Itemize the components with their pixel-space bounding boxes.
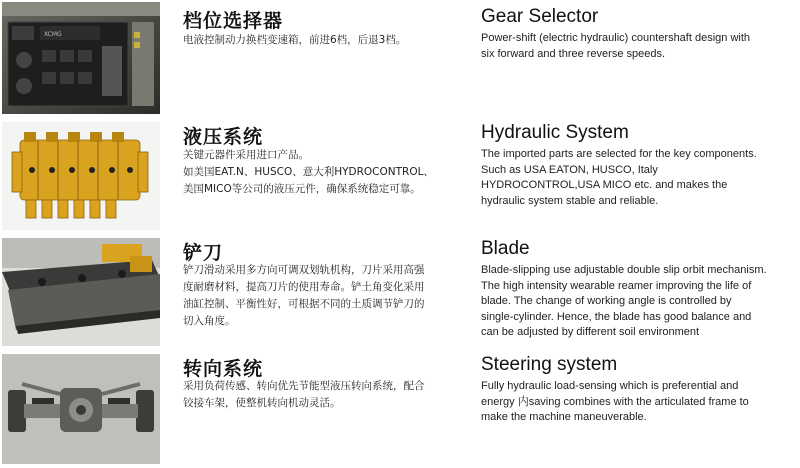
zh-title: 液压系统 <box>183 126 264 148</box>
zh-title: 铲刀 <box>183 242 224 264</box>
en-title: Hydraulic System <box>481 122 629 143</box>
steering-axle-image <box>2 354 160 464</box>
en-body: Blade-slipping use adjustable double slip orbit mechanism. The high intensity wearable reamer improving the life of blade. The change of working angle is controlled by single-cylinder. Hence, the blade has good balance and can be adjusted by different soil environment <box>481 264 767 339</box>
steering-axle-photo <box>2 354 160 464</box>
zh-title: 转向系统 <box>183 358 264 380</box>
section-blade <box>0 234 800 350</box>
blade-photo <box>2 238 160 346</box>
en-title: Steering system <box>481 354 618 375</box>
blade-image <box>2 238 160 346</box>
en-body: The imported parts are selected for the key components. Such as USA EATON, HUSCO, Italy HYDROCONTROL,USA MICO etc. and makes the hydraulic system stable and reliable. <box>481 148 757 207</box>
en-title: Blade <box>481 238 530 259</box>
zh-title: 档位选择器 <box>183 10 284 32</box>
gear-selector-photo <box>2 2 160 114</box>
section-gear-selector <box>0 0 800 118</box>
zh-body: 铲刀滑动采用多方向可调双划轨机构，刀片采用高强 度耐磨材料，提高刀片的使用寿命。铲土角变化采用 油缸控制、平衡性好，可根据不同的土质调节铲刀的 切入角度。 <box>183 264 425 327</box>
zh-body: 电液控制动力换档变速箱，前进6档，后退3档。 <box>183 34 407 46</box>
hydraulic-valve-image <box>2 122 160 230</box>
panel-logo: XCMG <box>44 31 62 38</box>
en-title: Gear Selector <box>481 6 599 27</box>
zh-body: 关键元器件采用进口产品。 如美国EAT.N、HUSCO、意大利HYDROCONTROL、 美国MICO等公司的液压元件，确保系统稳定可靠。 <box>183 149 434 195</box>
hydraulic-valve-photo <box>2 122 160 230</box>
gear-selector-panel-image <box>2 2 160 114</box>
zh-body: 采用负荷传感、转向优先节能型液压转向系统，配合 铰接车架，使整机转向机动灵活。 <box>183 380 425 409</box>
section-steering-system <box>0 350 800 468</box>
en-body: Power-shift (electric hydraulic) countershaft design with six forward and three reverse speeds. <box>481 32 751 60</box>
section-hydraulic-system <box>0 118 800 234</box>
en-body: Fully hydraulic load-sensing which is preferential and energy 内saving combines with the articulated frame to make the machine maneuverable. <box>481 380 749 424</box>
